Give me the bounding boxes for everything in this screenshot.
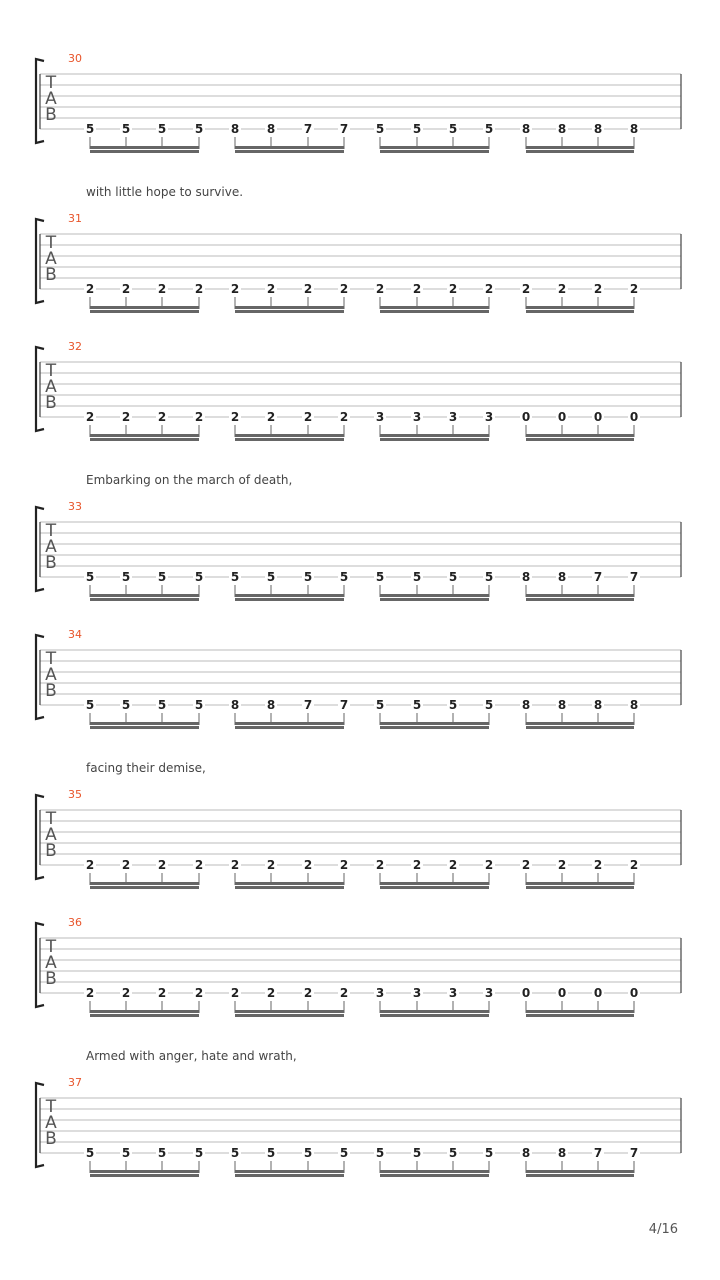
beam-primary xyxy=(380,146,489,149)
fret-number: 8 xyxy=(557,698,567,712)
fret-number: 2 xyxy=(448,858,458,872)
fret-number: 8 xyxy=(629,698,639,712)
fret-number: 7 xyxy=(339,122,349,136)
fret-number: 2 xyxy=(557,858,567,872)
beam-primary xyxy=(235,722,344,725)
measure-number: 32 xyxy=(68,340,82,353)
fret-number: 5 xyxy=(230,1146,240,1160)
beam-primary xyxy=(380,434,489,437)
fret-number: 2 xyxy=(303,282,313,296)
beam-primary xyxy=(90,1170,199,1173)
fret-number: 5 xyxy=(339,1146,349,1160)
fret-number: 5 xyxy=(85,570,95,584)
tab-clef-letter: A xyxy=(45,537,57,557)
fret-number: 5 xyxy=(194,122,204,136)
beam-secondary xyxy=(380,886,489,889)
fret-number: 5 xyxy=(194,698,204,712)
measure-number: 34 xyxy=(68,628,82,641)
fret-number: 2 xyxy=(194,410,204,424)
tab-clef-letter: T xyxy=(45,809,57,829)
beam-primary xyxy=(526,1170,634,1173)
fret-number: 5 xyxy=(266,1146,276,1160)
beam-primary xyxy=(526,722,634,725)
tab-clef-letter: B xyxy=(45,553,57,573)
fret-number: 2 xyxy=(339,986,349,1000)
fret-number: 2 xyxy=(157,858,167,872)
fret-number: 5 xyxy=(157,122,167,136)
fret-number: 0 xyxy=(557,410,567,424)
fret-number: 2 xyxy=(85,410,95,424)
fret-number: 5 xyxy=(194,1146,204,1160)
fret-number: 5 xyxy=(375,570,385,584)
tab-clef-letter: T xyxy=(45,937,57,957)
fret-number: 5 xyxy=(412,122,422,136)
fret-number: 0 xyxy=(629,410,639,424)
beam-secondary xyxy=(90,1014,199,1017)
fret-number: 2 xyxy=(266,282,276,296)
fret-number: 8 xyxy=(230,122,240,136)
fret-number: 7 xyxy=(593,1146,603,1160)
fret-number: 8 xyxy=(557,570,567,584)
beam-primary xyxy=(380,722,489,725)
fret-number: 3 xyxy=(448,986,458,1000)
beam-secondary xyxy=(526,1174,634,1177)
measure-number: 36 xyxy=(68,916,82,929)
page-number: 4/16 xyxy=(648,1222,678,1237)
measure-number: 35 xyxy=(68,788,82,801)
fret-number: 5 xyxy=(194,570,204,584)
fret-number: 0 xyxy=(593,986,603,1000)
fret-number: 5 xyxy=(121,570,131,584)
tab-clef-letter: B xyxy=(45,841,57,861)
fret-number: 2 xyxy=(629,858,639,872)
fret-number: 7 xyxy=(339,698,349,712)
fret-number: 2 xyxy=(521,858,531,872)
fret-number: 2 xyxy=(230,282,240,296)
tab-clef-letter: A xyxy=(45,377,57,397)
fret-number: 2 xyxy=(339,410,349,424)
tab-clef-letter: A xyxy=(45,1113,57,1133)
tab-clef-letter: T xyxy=(45,649,57,669)
beam-secondary xyxy=(90,150,199,153)
beam-secondary xyxy=(90,726,199,729)
fret-number: 8 xyxy=(557,122,567,136)
beam-secondary xyxy=(90,310,199,313)
beam-primary xyxy=(526,146,634,149)
fret-number: 5 xyxy=(412,698,422,712)
measure-number: 31 xyxy=(68,212,82,225)
beam-primary xyxy=(235,882,344,885)
fret-number: 5 xyxy=(412,570,422,584)
fret-number: 2 xyxy=(484,282,494,296)
lyric-line: with little hope to survive. xyxy=(86,185,244,199)
beam-primary xyxy=(380,594,489,597)
fret-number: 2 xyxy=(339,858,349,872)
fret-number: 7 xyxy=(303,698,313,712)
fret-number: 2 xyxy=(412,282,422,296)
beam-primary xyxy=(526,594,634,597)
tab-clef-letter: A xyxy=(45,665,57,685)
tab-clef-letter: A xyxy=(45,89,57,109)
fret-number: 3 xyxy=(448,410,458,424)
fret-number: 5 xyxy=(85,122,95,136)
fret-number: 2 xyxy=(121,282,131,296)
fret-number: 2 xyxy=(448,282,458,296)
fret-number: 7 xyxy=(303,122,313,136)
fret-number: 5 xyxy=(157,570,167,584)
measure-number: 37 xyxy=(68,1076,82,1089)
beam-secondary xyxy=(526,438,634,441)
beam-secondary xyxy=(380,150,489,153)
fret-number: 5 xyxy=(412,1146,422,1160)
fret-number: 5 xyxy=(375,698,385,712)
beam-primary xyxy=(90,434,199,437)
beam-secondary xyxy=(235,150,344,153)
beam-primary xyxy=(235,146,344,149)
beam-secondary xyxy=(526,1014,634,1017)
fret-number: 5 xyxy=(303,1146,313,1160)
fret-number: 2 xyxy=(521,282,531,296)
lyric-line: Armed with anger, hate and wrath, xyxy=(86,1049,297,1063)
beam-secondary xyxy=(380,1174,489,1177)
tab-clef-letter: T xyxy=(45,1097,57,1117)
fret-number: 5 xyxy=(448,570,458,584)
fret-number: 5 xyxy=(157,1146,167,1160)
fret-number: 2 xyxy=(157,282,167,296)
fret-number: 2 xyxy=(85,858,95,872)
fret-number: 5 xyxy=(448,698,458,712)
fret-number: 2 xyxy=(557,282,567,296)
beam-primary xyxy=(380,1010,489,1013)
tab-clef-letter: T xyxy=(45,73,57,93)
tab-clef-letter: B xyxy=(45,1129,57,1149)
fret-number: 5 xyxy=(484,1146,494,1160)
fret-number: 3 xyxy=(484,986,494,1000)
fret-number: 8 xyxy=(266,122,276,136)
fret-number: 2 xyxy=(157,410,167,424)
fret-number: 8 xyxy=(629,122,639,136)
fret-number: 0 xyxy=(521,410,531,424)
fret-number: 2 xyxy=(375,858,385,872)
fret-number: 5 xyxy=(484,122,494,136)
fret-number: 8 xyxy=(557,1146,567,1160)
beam-primary xyxy=(526,1010,634,1013)
fret-number: 8 xyxy=(593,698,603,712)
tab-clef-letter: A xyxy=(45,953,57,973)
beam-primary xyxy=(380,1170,489,1173)
fret-number: 5 xyxy=(484,570,494,584)
fret-number: 2 xyxy=(593,282,603,296)
fret-number: 2 xyxy=(266,410,276,424)
fret-number: 2 xyxy=(303,858,313,872)
tab-clef-letter: B xyxy=(45,681,57,701)
beam-secondary xyxy=(90,886,199,889)
fret-number: 2 xyxy=(339,282,349,296)
fret-number: 2 xyxy=(157,986,167,1000)
beam-primary xyxy=(90,306,199,309)
fret-number: 8 xyxy=(593,122,603,136)
fret-number: 8 xyxy=(521,698,531,712)
beam-secondary xyxy=(235,886,344,889)
fret-number: 2 xyxy=(121,410,131,424)
fret-number: 7 xyxy=(629,570,639,584)
fret-number: 2 xyxy=(266,986,276,1000)
fret-number: 0 xyxy=(521,986,531,1000)
fret-number: 8 xyxy=(521,570,531,584)
fret-number: 2 xyxy=(194,986,204,1000)
fret-number: 3 xyxy=(412,410,422,424)
fret-number: 2 xyxy=(230,410,240,424)
fret-number: 2 xyxy=(85,282,95,296)
fret-number: 3 xyxy=(375,410,385,424)
beam-primary xyxy=(380,882,489,885)
fret-number: 5 xyxy=(121,1146,131,1160)
fret-number: 5 xyxy=(157,698,167,712)
fret-number: 0 xyxy=(593,410,603,424)
tab-clef-letter: B xyxy=(45,105,57,125)
beam-primary xyxy=(235,1170,344,1173)
beam-primary xyxy=(526,434,634,437)
beam-secondary xyxy=(380,1014,489,1017)
fret-number: 8 xyxy=(521,122,531,136)
beam-secondary xyxy=(526,310,634,313)
beam-secondary xyxy=(235,1174,344,1177)
fret-number: 2 xyxy=(484,858,494,872)
tab-clef-letter: T xyxy=(45,361,57,381)
beam-secondary xyxy=(380,726,489,729)
fret-number: 2 xyxy=(230,986,240,1000)
beam-secondary xyxy=(90,1174,199,1177)
beam-primary xyxy=(90,146,199,149)
fret-number: 3 xyxy=(375,986,385,1000)
beam-secondary xyxy=(380,310,489,313)
beam-primary xyxy=(90,882,199,885)
fret-number: 5 xyxy=(484,698,494,712)
fret-number: 8 xyxy=(230,698,240,712)
beam-primary xyxy=(90,594,199,597)
fret-number: 2 xyxy=(303,986,313,1000)
beam-secondary xyxy=(235,438,344,441)
tab-clef-letter: B xyxy=(45,393,57,413)
fret-number: 2 xyxy=(194,858,204,872)
beam-primary xyxy=(235,1010,344,1013)
beam-secondary xyxy=(526,886,634,889)
tab-clef-letter: T xyxy=(45,521,57,541)
fret-number: 7 xyxy=(629,1146,639,1160)
beam-primary xyxy=(526,882,634,885)
fret-number: 5 xyxy=(85,1146,95,1160)
beam-primary xyxy=(235,306,344,309)
beam-secondary xyxy=(90,438,199,441)
tab-clef-letter: A xyxy=(45,825,57,845)
beam-primary xyxy=(380,306,489,309)
beam-secondary xyxy=(526,726,634,729)
fret-number: 5 xyxy=(303,570,313,584)
fret-number: 2 xyxy=(593,858,603,872)
lyric-line: Embarking on the march of death, xyxy=(86,473,293,487)
fret-number: 2 xyxy=(121,986,131,1000)
fret-number: 0 xyxy=(629,986,639,1000)
tab-clef-letter: T xyxy=(45,233,57,253)
fret-number: 5 xyxy=(375,122,385,136)
fret-number: 2 xyxy=(629,282,639,296)
fret-number: 2 xyxy=(230,858,240,872)
beam-secondary xyxy=(90,598,199,601)
beam-secondary xyxy=(380,438,489,441)
fret-number: 7 xyxy=(593,570,603,584)
beam-primary xyxy=(90,1010,199,1013)
fret-number: 5 xyxy=(230,570,240,584)
beam-secondary xyxy=(235,598,344,601)
fret-number: 0 xyxy=(557,986,567,1000)
fret-number: 5 xyxy=(448,1146,458,1160)
measure-number: 30 xyxy=(68,52,82,65)
measure-number: 33 xyxy=(68,500,82,513)
fret-number: 2 xyxy=(85,986,95,1000)
fret-number: 5 xyxy=(121,698,131,712)
lyric-line: facing their demise, xyxy=(86,761,206,775)
fret-number: 5 xyxy=(85,698,95,712)
beam-primary xyxy=(526,306,634,309)
fret-number: 5 xyxy=(121,122,131,136)
fret-number: 2 xyxy=(375,282,385,296)
fret-number: 8 xyxy=(266,698,276,712)
beam-secondary xyxy=(380,598,489,601)
beam-secondary xyxy=(526,598,634,601)
fret-number: 3 xyxy=(412,986,422,1000)
beam-primary xyxy=(235,594,344,597)
fret-number: 5 xyxy=(375,1146,385,1160)
tab-clef-letter: B xyxy=(45,265,57,285)
fret-number: 2 xyxy=(121,858,131,872)
fret-number: 3 xyxy=(484,410,494,424)
tab-clef-letter: A xyxy=(45,249,57,269)
fret-number: 8 xyxy=(521,1146,531,1160)
fret-number: 2 xyxy=(266,858,276,872)
fret-number: 2 xyxy=(412,858,422,872)
fret-number: 2 xyxy=(303,410,313,424)
beam-secondary xyxy=(235,310,344,313)
beam-secondary xyxy=(526,150,634,153)
tab-clef-letter: B xyxy=(45,969,57,989)
fret-number: 5 xyxy=(339,570,349,584)
beam-primary xyxy=(90,722,199,725)
fret-number: 5 xyxy=(448,122,458,136)
beam-secondary xyxy=(235,726,344,729)
fret-number: 5 xyxy=(266,570,276,584)
fret-number: 2 xyxy=(194,282,204,296)
beam-secondary xyxy=(235,1014,344,1017)
beam-primary xyxy=(235,434,344,437)
